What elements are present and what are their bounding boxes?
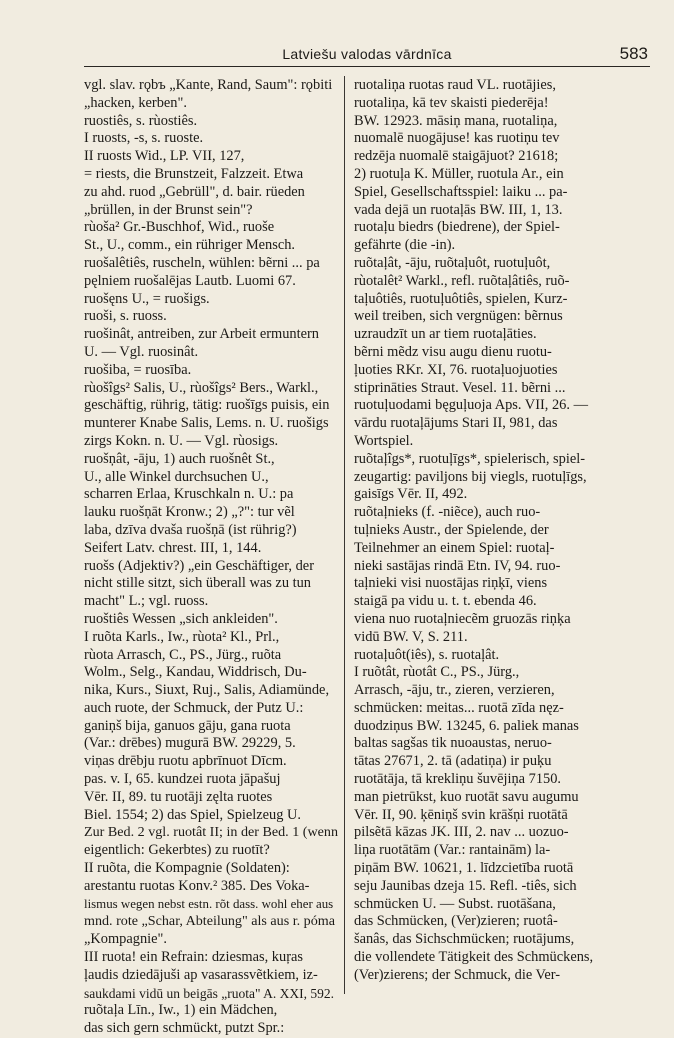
text-line: die vollendete Tätigkeit des Schmückens, (354, 949, 594, 966)
text-line: pęlniem ruošalējas Lautb. Luomi 67. (84, 272, 296, 289)
text-line: „Kompagnie". (84, 931, 167, 948)
text-line: U., alle Winkel durchsuchen U., (84, 468, 269, 485)
text-line: saukdami vidū un beigās „ruota" A. XXI, 592. (84, 985, 334, 1001)
text-line: ļuoties RKr. XI, 76. ruotaļuojuoties (354, 361, 558, 378)
text-line: rùotalêt² Warkl., refl. ruõtaļâtiês, ruõ- (354, 272, 570, 289)
text-line: zeugartig: paviljons bij viegls, ruotuļīgs, (354, 468, 587, 485)
text-line: ļaudis dziedājuši ap vasarassvẽtkiem, iz- (84, 966, 318, 983)
text-line: taļnieki visi nuostājas riņķī, viens (354, 575, 548, 592)
text-line: seju Jaunibas dzeja 15. Refl. -tiês, sich (354, 877, 577, 894)
text-line: laba, dzīva dvaša ruošņā (ist rührig?) (84, 521, 297, 538)
text-line: rùošîgs² Salis, U., rùošîgs² Bers., Warkl., (84, 379, 319, 396)
text-line: ruoštiês Wessen „sich ankleiden". (84, 610, 278, 627)
text-line: ruošiba, = ruosība. (84, 361, 192, 378)
text-line: rùoša² Gr.-Buschhof, Wid., ruoše (84, 219, 275, 236)
text-line: ruošęns U., = ruošigs. (84, 290, 210, 307)
text-line: nieki sastājas rindā Etn. IV, 94. ruo- (354, 557, 561, 574)
text-line: lauku ruošņāt Kronw.; 2) „?": tur vẽl (84, 504, 295, 521)
text-line: eigentlich: Gekerbtes) zu ruotīt? (84, 842, 270, 859)
text-line: (Var.: drēbes) mugurā BW. 29229, 5. (84, 735, 296, 752)
text-line: ruotaļu biedrs (biedrene), der Spiel- (354, 219, 560, 236)
text-line: II ruosts Wid., LP. VII, 127, (84, 148, 245, 165)
text-line: viņas drēbju ruotu apbrīnuot Dīcm. (84, 753, 287, 770)
text-line: ruotaļuôt(iês), s. ruotaļât. (354, 646, 500, 663)
text-line: macht" L.; vgl. ruoss. (84, 593, 209, 610)
text-line: 2) ruotuļa K. Müller, ruotula Ar., ein (354, 165, 564, 182)
text-line: taļuôtiês, ruotuļuôtiês, spielen, Kurz- (354, 290, 568, 307)
text-line: = riests, die Brunstzeit, Falzzeit. Etwa (84, 165, 304, 182)
text-line: geschäftig, rührig, tätig: ruošīgs puisis, ein (84, 397, 330, 414)
text-line: I ruosts, -s, s. ruoste. (84, 130, 204, 147)
text-line: schmücken: meitas... ruotā zīda nęz- (354, 699, 564, 716)
text-line: scharren Erlaa, Kruschkaln n. U.: pa (84, 486, 294, 503)
text-line: „brüllen, in der Brunst sein"? (84, 201, 253, 218)
text-line: viena nuo ruotaļniecẽm gruozās riņķa (354, 610, 571, 627)
text-line: „hacken, kerben". (84, 94, 187, 111)
text-line: uzraudzīt un ar tiem ruotaļāties. (354, 326, 537, 343)
text-line: ruotuļuodami bęguļuoja Aps. VII, 26. — (354, 397, 588, 414)
text-line: tuļnieks Austr., der Spielende, der (354, 521, 549, 538)
text-line: vada dejā un ruotaļās BW. III, 1, 13. (354, 201, 563, 218)
text-line: lismus wegen nebst estn. rõt dass. wohl eher aus (84, 896, 334, 911)
text-line: gefährte (die -in). (354, 237, 456, 254)
text-line: ruošs (Adjektiv?) „ein Geschäftiger, der (84, 557, 314, 574)
text-line: BW. 12923. māsiņ mana, ruotaliņa, (354, 112, 558, 129)
text-line: vgl. slav. rǫbъ „Kante, Rand, Saum": rǫbiti (84, 77, 333, 93)
text-line: Seifert Latv. chrest. III, 1, 144. (84, 539, 262, 556)
text-line: Zur Bed. 2 vgl. ruotât II; in der Bed. 1 (wenn (84, 824, 338, 841)
text-line: ruošalêtiês, ruscheln, wühlen: bẽrni ... pa (84, 254, 320, 271)
text-line: Teilnehmer an einem Spiel: ruotaļ- (354, 539, 555, 556)
text-line: piņām BW. 10621, 1. līdzcietība ruotā (354, 860, 574, 877)
text-line: zu ahd. ruod „Gebrüll", d. bair. rüeden (84, 183, 305, 200)
text-line: ruostiês, s. rùostiês. (84, 112, 198, 129)
text-line: vārdu ruotaļājums Stari II, 981, das (354, 415, 558, 432)
text-line: pilsẽtā kāzas JK. III, 2. nav ... uozuo- (354, 824, 569, 841)
text-line: auch ruote, der Schmuck, der Putz U.: (84, 699, 304, 716)
text-line: arestantu ruotas Konv.² 385. Des Voka- (84, 877, 310, 894)
text-line: II ruõta, die Kompagnie (Soldaten): (84, 860, 290, 877)
text-line: ganiņš bija, ganuos gāju, gana ruota (84, 717, 291, 734)
text-line: ruõtaļa Līn., Iw., 1) ein Mädchen, (84, 1002, 278, 1019)
text-line: das Schmücken, (Ver)zieren; ruotâ- (354, 913, 558, 930)
text-line: I ruõta Karls., Iw., rùota² Kl., Prl., (84, 628, 280, 645)
text-line: Vēr. II, 89. tu ruotāji zęlta ruotes (84, 788, 273, 805)
text-line: rùota Arrasch, C., PS., Jürg., ruõta (84, 646, 282, 663)
text-line: liņa ruotātām (Var.: rantainām) la- (354, 842, 551, 859)
text-line: Arrasch, -āju, tr., zieren, verzieren, (354, 682, 555, 699)
text-line: Wortspiel. (354, 432, 414, 449)
text-line: redzēja nuomalē staigājuot? 21618; (354, 148, 559, 165)
text-line: nuomalē nuogājuse! kas ruotiņu tev (354, 130, 560, 147)
text-line: Wolm., Selg., Kandau, Widdrisch, Du- (84, 664, 307, 681)
text-line: (Ver)zierens; der Schmuck, die Ver- (354, 966, 561, 983)
text-line: gaisīgs Vēr. II, 492. (354, 486, 468, 503)
text-line: nika, Kurs., Siuxt, Ruj., Salis, Adiamünde, (84, 682, 330, 699)
text-line: schmücken U. — Subst. ruotāšana, (354, 895, 556, 912)
text-line: man pietrūkst, kuo ruotāt savu augumu (354, 788, 579, 805)
text-line: pas. v. I, 65. kundzei ruota jāpašuj (84, 771, 281, 788)
text-line: ruõtaļîgs*, ruotuļīgs*, spielerisch, spiel- (354, 450, 586, 467)
text-line: I ruõtât, rùotât C., PS., Jürg., (354, 664, 520, 681)
text-line: nicht stille sitzt, sich überall was zu tun (84, 575, 312, 592)
text-line: ruõtaļnieks (f. -niẽce), auch ruo- (354, 504, 541, 521)
text-line: ruotaliņa, kā tev skaisti piederēja! (354, 94, 549, 111)
text-line: ruotaliņa ruotas raud VL. ruotājies, (354, 77, 556, 93)
right-column (354, 77, 650, 985)
text-line: St., U., comm., ein rühriger Mensch. (84, 237, 296, 254)
text-line: zirgs Kokn. n. U. — Vgl. rùosigs. (84, 432, 279, 449)
text-line: das sich gern schmückt, putzt Spr.: (84, 1020, 285, 1037)
text-line: tātas 27671, 2. tā (adatiņa) ir puķu (354, 753, 552, 770)
text-line: duodziņus BW. 13245, 6. paliek manas (354, 717, 579, 734)
text-line: Spiel, Gesellschaftsspiel: laiku ... pa- (354, 183, 568, 200)
text-line: U. — Vgl. ruosinât. (84, 343, 199, 360)
text-line: Biel. 1554; 2) das Spiel, Spielzeug U. (84, 806, 302, 823)
text-line: stiprināties Straut. Vesel. 11. bẽrni ... (354, 379, 566, 396)
text-line: Vēr. II, 90. ķēniņš svin krāšņi ruotātā (354, 806, 568, 823)
text-line: ruošņât, -āju, 1) auch ruošnêt St., (84, 450, 275, 467)
text-line: staigā pa vidu u. t. t. ebenda 46. (354, 593, 537, 610)
text-line: bẽrni mẽdz visu augu dienu ruotu- (354, 343, 552, 360)
running-header (84, 44, 650, 67)
text-line: ruošinât, antreiben, zur Arbeit ermuntern (84, 326, 319, 343)
page-title: Latviešu valodas vārdnīca (282, 46, 452, 62)
text-line: vidū BW. V, S. 211. (354, 628, 468, 645)
page-number: 583 (619, 44, 648, 63)
text-line: mnd. rote „Schar, Abteilung" als aus r. póma (84, 913, 335, 930)
text-line: ruoši, s. ruoss. (84, 308, 167, 325)
text-line: ruotātāja, tā krekliņu šuvējiņa 7150. (354, 771, 562, 788)
text-line: munterer Knabe Salis, Lems. n. U. ruošigs (84, 415, 329, 432)
text-line: ruõtaļât, -āju, ruõtaļuôt, ruotuļuôt, (354, 254, 551, 271)
text-line: III ruota! ein Refrain: dziesmas, kuŗas (84, 949, 303, 966)
text-line: šanâs, das Sichschmücken; ruotājums, (354, 931, 575, 948)
text-line: weil treiben, sich vergnügen: bẽrnus (354, 308, 563, 325)
left-column (84, 77, 338, 1038)
column-divider (344, 76, 345, 994)
text-line: baltas sagšas tik nuoaustas, neruo- (354, 735, 552, 752)
